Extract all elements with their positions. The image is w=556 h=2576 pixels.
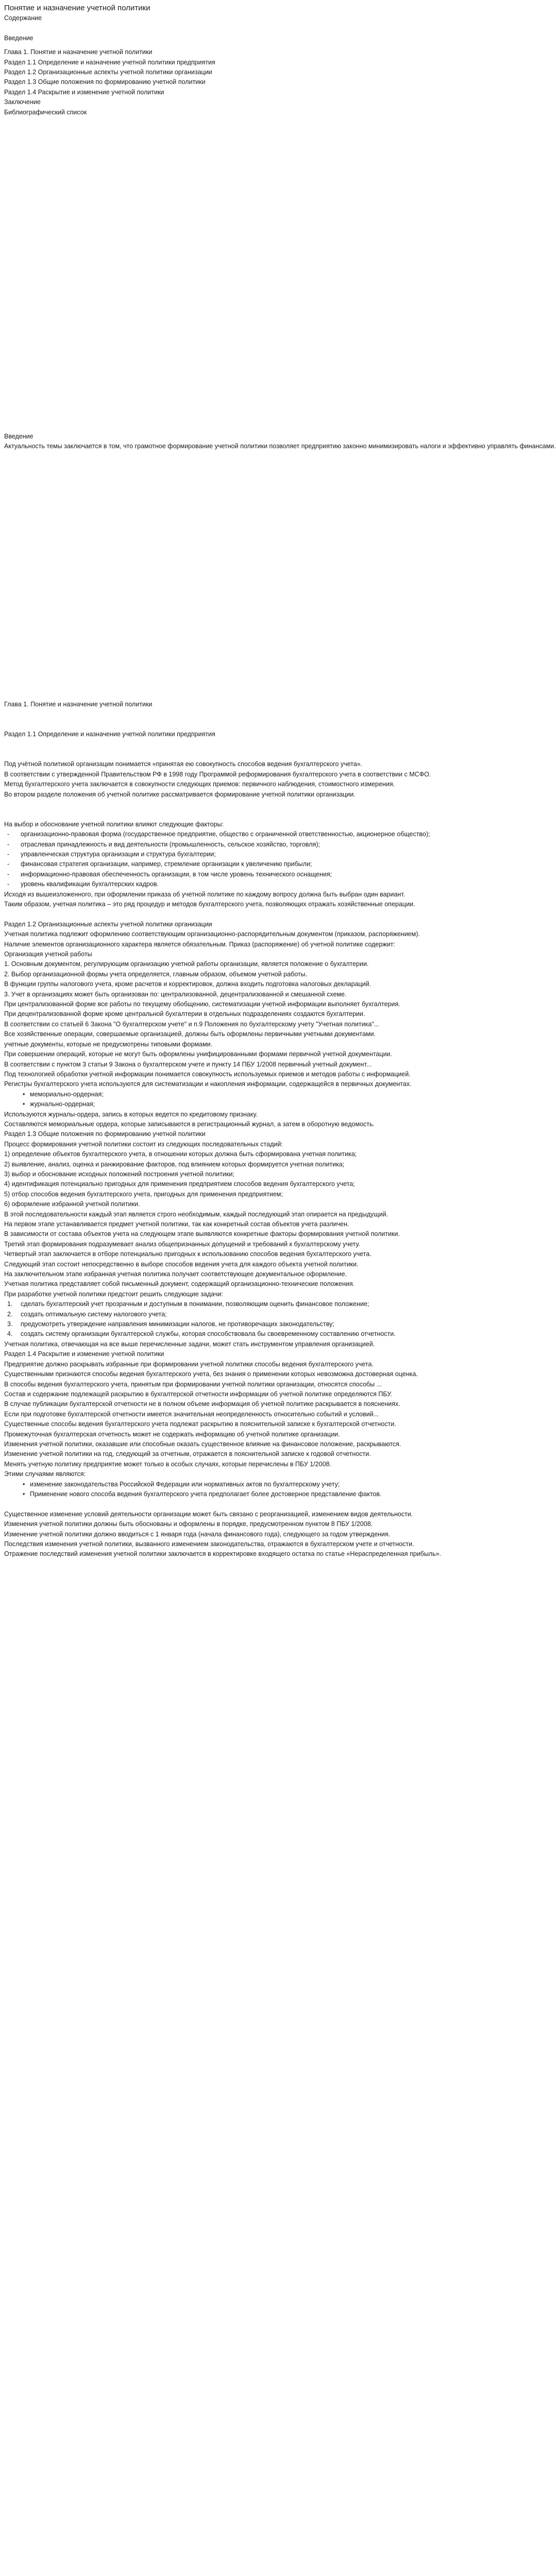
paragraph: Существенные способы ведения бухгалтерского учета подлежат раскрытию в пояснительной записке к бухгалтерской отчетности. <box>4 1420 396 1428</box>
paragraph: 5) отбор способов ведения бухгалтерского учета, пригодных для применения предприятием; <box>4 1190 283 1198</box>
paragraph: На заключительном этапе избранная учетная политика получает соответствующее документальное оформление. <box>4 1270 347 1278</box>
paragraph: Во втором разделе положения об учетной политике рассматривается формирование учетной политики организации. <box>4 790 356 798</box>
paragraph: Промежуточная бухгалтерская отчетность может не содержать информацию об учетной политике организации. <box>4 1430 340 1438</box>
page-title: Понятие и назначение учетной политики <box>4 4 150 12</box>
chapter1-section <box>0 700 442 1560</box>
paragraph: В случае публикации бухгалтерской отчетности не в полном объеме информация об учетной политике раскрывается в пояснениях. <box>4 1400 400 1408</box>
toc-item[interactable]: Раздел 1.3 Общие положения по формированию учетной политики <box>4 78 206 86</box>
paragraph: Исходя из вышеизложенного, при оформлении приказа об учетной политике по каждому вопросу должна быть выбран один вариант. <box>4 890 406 898</box>
paragraph: Организация учетной работы <box>4 951 92 958</box>
toc-item[interactable]: Раздел 1.4 Раскрытие и изменение учетной политики <box>4 88 164 96</box>
paragraph: В функции группы налогового учета, кроме расчетов и корректировок, должна входить подготовка налоговых деклараций. <box>4 980 372 988</box>
paragraph: Под учётной политикой организации понимается «принятая ею совокупность способов ведения бухгалтерского учета». <box>4 760 363 768</box>
toc-item[interactable]: Введение <box>4 34 33 42</box>
list-item: - уровень квалификации бухгалтерских кадров. <box>7 880 159 888</box>
intro-heading: Введение <box>4 433 33 440</box>
paragraph: Третий этап формирования подразумевает анализ общепризнанных допущений и требований к бухгалтерскому учету. <box>4 1240 360 1248</box>
paragraph: Отражение последствий изменения учетной политики заключается в корректировке входящего остатка по статье «Нераспределенная прибыль». <box>4 1550 442 1558</box>
paragraph: Этими случаями являются: <box>4 1470 86 1478</box>
toc-heading: Содержание <box>4 14 42 22</box>
list-item: - информационно-правовая обеспеченность организации, в том числе уровень технического оснащения; <box>7 870 332 878</box>
changes-list <box>0 1480 436 1500</box>
list-item: - финансовая стратегия организации, например, стремление организации к увеличению прибыли; <box>7 860 312 868</box>
list-item: 4. создать систему организации бухгалтерской службы, которая способствовала бы своевременному составлению отчетности. <box>7 1330 396 1338</box>
list-item: • мемориально-ордерная; <box>0 1090 436 1099</box>
section-heading: Раздел 1.1 Определение и назначение учетной политики предприятия <box>4 731 215 738</box>
section-heading: Раздел 1.4 Раскрытие и изменение учетной политики <box>4 1350 164 1358</box>
intro-section <box>0 432 556 452</box>
paragraph: 2. Выбор организационной формы учета определяется, главным образом, объемом учетной работы. <box>4 970 308 978</box>
paragraph: При децентрализованной форме кроме центральной бухгалтерии в отдельных подразделениях создаются бухгалтерии. <box>4 1010 365 1018</box>
paragraph: Используются журналы-ордера, запись в которых ведется по кредитовому признаку. <box>4 1110 258 1118</box>
list-item: • Применение нового способа ведения бухгалтерского учета предполагает более достоверное представление фактов. <box>0 1489 436 1499</box>
paragraph: 3) выбор и обоснование исходных положений построения учетной политики; <box>4 1170 234 1178</box>
paragraph: Последствия изменения учетной политики, вызванного изменением законодательства, отражаются в бухгалтерском учете и отчетности. <box>4 1540 414 1548</box>
toc-item[interactable]: Заключение <box>4 98 41 106</box>
paragraph: Процесс формирования учетной политики состоит из следующих последовательных стадий: <box>4 1140 283 1148</box>
paragraph: Таким образом, учетная политика – это ряд процедур и методов бухгалтерского учета, позволяющих отражать хозяйственные операции. <box>4 901 415 908</box>
paragraph: Предприятие должно раскрывать избранные при формировании учетной политики способы ведения бухгалтерского учета. <box>4 1360 374 1368</box>
toc-item[interactable]: Раздел 1.1 Определение и назначение учетной политики предприятия <box>4 58 215 66</box>
paragraph: Учетная политика подлежит оформлению соответствующим организационно-распорядительным документом (приказом, распоряжением). <box>4 930 420 938</box>
list-item: 3. предусмотреть утверждение направления минимизации налогов, не противоречащих законодательству; <box>7 1320 334 1328</box>
paragraph: В соответствии с утвержденной Правительством РФ в 1998 году Программой реформирования бухгалтерского учета в соответствии с МСФО. <box>4 770 431 778</box>
paragraph: На выбор и обоснование учетной политики влияют следующие факторы: <box>4 820 224 828</box>
paragraph: 6) оформление избранной учетной политики. <box>4 1200 140 1208</box>
paragraph: Метод бухгалтерского учета заключается в совокупности следующих приемов: первичного наблюдения, стоимостного измерения. <box>4 781 395 788</box>
paragraph: Наличие элементов организационного характера является обязательным. Приказ (распоряжение) об учетной политике содержит: <box>4 940 395 948</box>
paragraph: Под технологией обработки учетной информации понимается совокупность используемых приемов и методов работы с информацией. <box>4 1070 411 1078</box>
paragraph: В соответствии со статьей 6 Закона "О бухгалтерском учете" и п.9 Положения по бухгалтерскому учету "Учетная политика"... <box>4 1020 380 1028</box>
paragraph: Существенными признаются способы ведения бухгалтерского учета, без знания о применении которых невозможна достоверная оценка. <box>4 1370 418 1378</box>
paragraph: При разработке учетной политики предстоит решить следующие задачи: <box>4 1290 223 1298</box>
section-heading: Раздел 1.3 Общие положения по формированию учетной политики <box>4 1130 206 1138</box>
paragraph: Все хозяйственные операции, совершаемые организацией, должны быть оформлены первичными учетными документами. <box>4 1030 376 1038</box>
toc-item[interactable]: Раздел 1.2 Организационные аспекты учетной политики организации <box>4 69 212 76</box>
paragraph: При централизованной форме все работы по текущему обобщению, систематизации учетной информации выполняет бухгалтерия. <box>4 1001 400 1008</box>
list-item: - управленческая структура организации и структура бухгалтерии; <box>7 851 216 858</box>
intro-text: Актуальность темы заключается в том, что грамотное формирование учетной политики позволяет предприятию законно минимизировать налоги и эффективно управлять финансами. <box>4 443 556 450</box>
paragraph: В зависимости от состава объектов учета на следующем этапе выявляются конкретные факторы формирования учетной политики. <box>4 1230 400 1238</box>
factors-list <box>0 829 436 889</box>
paragraph: При совершении операций, которые не могут быть оформлены унифицированными формами первичной учетной документации. <box>4 1050 392 1058</box>
paragraph: Учетная политика представляет собой письменный документ, содержащий организационно-технические положения. <box>4 1280 355 1288</box>
paragraph: Состав и содержание подлежащей раскрытию в бухгалтерской отчетности информации об учетной политике определяются ПБУ. <box>4 1390 392 1398</box>
tasks-list <box>0 1299 436 1340</box>
paragraph: 3. Учет в организациях может быть организован по: централизованной, децентрализованной и смешанной схеме. <box>4 990 347 998</box>
paragraph: 4) идентификация потенциально пригодных для применения предприятием способов ведения бухгалтерского учета; <box>4 1180 355 1188</box>
chapter1-heading: Глава 1. Понятие и назначение учетной политики <box>4 701 153 708</box>
paragraph: учетные документы, которые не предусмотрены типовыми формами. <box>4 1040 213 1048</box>
paragraph: На первом этапе устанавливается предмет учетной политики, так как конкретный состав объектов учета различен. <box>4 1221 349 1228</box>
paragraph: Изменение учетной политики на год, следующий за отчетным, отражается в пояснительной записке к годовой отчетности. <box>4 1450 371 1458</box>
paragraph: В этой последовательности каждый этап является строго необходимым, каждый последующий этап опирается на предыдущий. <box>4 1210 389 1218</box>
registers-list <box>0 1090 436 1110</box>
paragraph: Следующий этап состоит непосредственно в выборе способов ведения учета для каждого объекта учетной политики. <box>4 1260 359 1268</box>
paragraph: В способы ведения бухгалтерского учета, принятым при формировании учетной политики организации, относятся способы ... <box>4 1380 382 1388</box>
paragraph: 1. Основным документом, регулирующим организацию учетной работы организации, является положение о бухгалтерии. <box>4 960 369 968</box>
toc-section <box>0 0 436 117</box>
toc-item[interactable]: Глава 1. Понятие и назначение учетной политики <box>4 48 153 56</box>
paragraph: Изменения учетной политики, оказавшие или способные оказать существенное влияние на финансовое положение, раскрываются. <box>4 1440 401 1448</box>
paragraph: Изменение учетной политики должно вводиться с 1 января года (начала финансового года), следующего за годом утверждения. <box>4 1530 391 1538</box>
list-item: • изменение законодательства Российской Федерации или нормативных актов по бухгалтерскому учету; <box>0 1480 436 1489</box>
list-item: 2. создать оптимальную систему налогового учета; <box>7 1310 167 1318</box>
paragraph: Составляются мемориальные ордера, которые записываются в регистрационный журнал, а затем в оборотную ведомость. <box>4 1120 375 1128</box>
paragraph: Если при подготовке бухгалтерской отчетности имеется значительная неопределенность относительно событий и условий... <box>4 1410 379 1418</box>
list-item: - отраслевая принадлежность и вид деятельности (промышленность, сельское хозяйство, торговля); <box>7 840 320 848</box>
list-item: - организационно-правовая форма (государственное предприятие, общество с ограниченной ответственностью, акционерное общество); <box>7 831 430 838</box>
paragraph: Четвертый этап заключается в отборе потенциально пригодных к использованию способов ведения бухгалтерского учета. <box>4 1250 372 1258</box>
paragraph: Учетная политика, отвечающая на все выше перечисленные задачи, может стать инструментом управления организацией. <box>4 1340 375 1348</box>
toc-item[interactable]: Библиографический список <box>4 108 87 116</box>
paragraph: Изменения учетной политики должны быть обоснованы и оформлены в порядке, предусмотренном пунктом 8 ПБУ 1/2008. <box>4 1520 373 1528</box>
paragraph: Регистры бухгалтерского учета используются для систематизации и накопления информации, содержащейся в первичных документах. <box>4 1080 412 1088</box>
paragraph: В соответствии с пунктом 3 статьи 9 Закона о бухгалтерском учете и пункту 14 ПБУ 1/2008 первичный учетный документ... <box>4 1060 372 1068</box>
paragraph: Менять учетную политику предприятие может только в особых случаях, которые перечислены в ПБУ 1/2008. <box>4 1460 331 1468</box>
paragraph: Существенное изменение условий деятельности организации может быть связано с реорганизацией, изменением видов деятельности. <box>4 1510 413 1518</box>
paragraph: 1) определение объектов бухгалтерского учета, в отношении которых должна быть сформирована учетная политика; <box>4 1150 357 1158</box>
section-heading: Раздел 1.2 Организационные аспекты учетной политики организации <box>4 920 212 928</box>
list-item: • журнально-ордерная; <box>0 1099 436 1109</box>
list-item: 1. сделать бухгалтерский учет прозрачным и доступным в понимании, позволяющим оценить финансовое положение; <box>7 1300 369 1308</box>
paragraph: 2) выявление, анализ, оценка и ранжирование факторов, под влиянием которых формируется учетная политика; <box>4 1160 345 1168</box>
